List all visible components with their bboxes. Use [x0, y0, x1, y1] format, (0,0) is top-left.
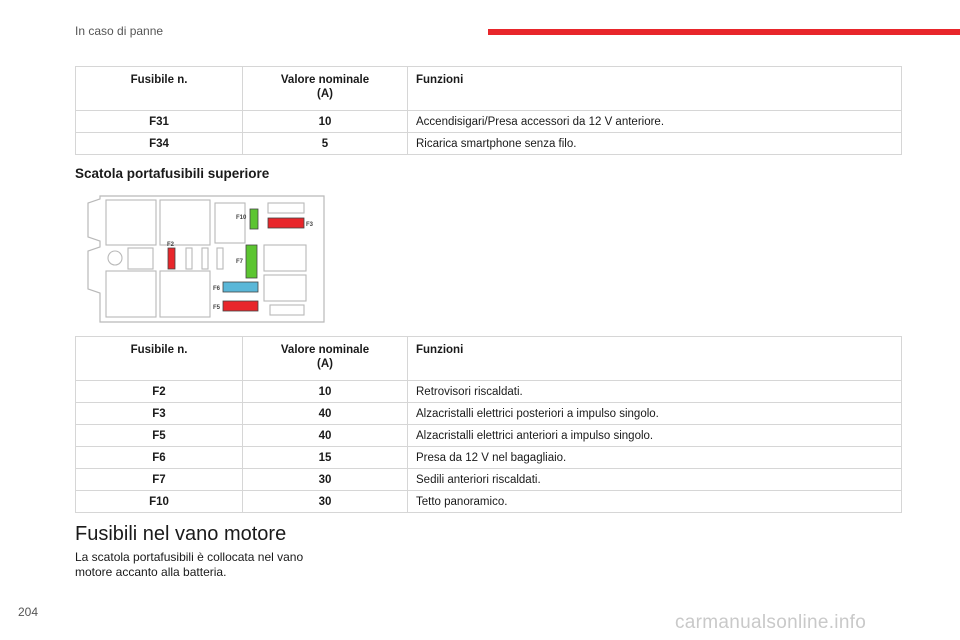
- fuse-number: F6: [76, 447, 243, 469]
- fuse-function: Presa da 12 V nel bagagliaio.: [408, 447, 902, 469]
- socket: [217, 248, 223, 269]
- fuse-table-2: [75, 336, 902, 513]
- fuse-number: F2: [76, 381, 243, 403]
- fuse-f6: [223, 282, 258, 292]
- label-f3: F3: [306, 222, 314, 228]
- fuse-function: Alzacristalli elettrici posteriori a impulso singolo.: [408, 403, 902, 425]
- fuse-function: Retrovisori riscaldati.: [408, 381, 902, 403]
- fuse-table-1: [75, 66, 902, 155]
- engine-fuses-title: Fusibili nel vano motore: [75, 523, 287, 545]
- fuse-function: Ricarica smartphone senza filo.: [408, 133, 902, 155]
- watermark: carmanualsonline.info: [675, 612, 867, 633]
- column-header-fuse: Fusibile n.: [76, 67, 243, 111]
- fuse-function: Alzacristalli elettrici anteriori a impulso singolo.: [408, 425, 902, 447]
- table-row: [76, 111, 902, 133]
- fuse-number: F10: [76, 491, 243, 513]
- fuse-function: Accendisigari/Presa accessori da 12 V anteriore.: [408, 111, 902, 133]
- fuse-number: F34: [76, 133, 243, 155]
- fuse-function: Sedili anteriori riscaldati.: [408, 469, 902, 491]
- socket: [186, 248, 192, 269]
- column-header-functions: Funzioni: [408, 67, 902, 111]
- table-row: [76, 381, 902, 403]
- socket: [106, 200, 156, 245]
- table-row: [76, 133, 902, 155]
- fuse-number: F3: [76, 403, 243, 425]
- fuse-rating: 40: [243, 403, 408, 425]
- fuse-function: Tetto panoramico.: [408, 491, 902, 513]
- socket: [215, 203, 245, 243]
- fuse-box-diagram: [84, 195, 326, 323]
- engine-fuses-description: La scatola portafusibili è collocata nel vano motore accanto alla batteria.: [75, 550, 304, 579]
- fuse-rating: 40: [243, 425, 408, 447]
- socket: [202, 248, 208, 269]
- fuse-f10: [250, 209, 258, 229]
- fuse-number: F5: [76, 425, 243, 447]
- label-f2: F2: [167, 242, 175, 248]
- fuse-rating: 15: [243, 447, 408, 469]
- table-row: [76, 447, 902, 469]
- header-accent-bar: [488, 29, 960, 35]
- fuse-rating: 10: [243, 381, 408, 403]
- column-header-fuse: Fusibile n.: [76, 337, 243, 381]
- fuse-rating: 5: [243, 133, 408, 155]
- table-row: [76, 491, 902, 513]
- label-f5: F5: [213, 305, 221, 311]
- fuse-f2: [168, 248, 175, 269]
- label-f10: F10: [236, 215, 247, 221]
- column-header-rating: [243, 67, 408, 111]
- fuse-f3: [268, 218, 304, 228]
- rating-header-text: Valore nominale (A): [280, 74, 370, 100]
- fuse-f7: [246, 245, 257, 278]
- socket: [160, 200, 210, 245]
- socket: [128, 248, 153, 269]
- page-number: 204: [18, 605, 39, 619]
- socket: [264, 275, 306, 301]
- table-row: [76, 403, 902, 425]
- socket: [270, 305, 304, 315]
- socket-round: [108, 251, 122, 265]
- fuse-box-outline: [88, 196, 324, 322]
- column-header-rating: [243, 337, 408, 381]
- rating-header-text: Valore nominale (A): [280, 344, 370, 370]
- fuse-number: F31: [76, 111, 243, 133]
- socket: [106, 271, 156, 317]
- column-header-functions: Funzioni: [408, 337, 902, 381]
- label-f6: F6: [213, 286, 221, 292]
- fuse-rating: 30: [243, 469, 408, 491]
- table-row: [76, 469, 902, 491]
- fuse-rating: 10: [243, 111, 408, 133]
- socket: [268, 203, 304, 213]
- fuse-rating: 30: [243, 491, 408, 513]
- socket: [264, 245, 306, 271]
- table-row: [76, 425, 902, 447]
- label-f7: F7: [236, 259, 244, 265]
- socket: [160, 271, 210, 317]
- section-header: In caso di panne: [75, 24, 164, 38]
- fuse-number: F7: [76, 469, 243, 491]
- fuse-f5: [223, 301, 258, 311]
- upper-fuse-box-title: Scatola portafusibili superiore: [75, 166, 270, 181]
